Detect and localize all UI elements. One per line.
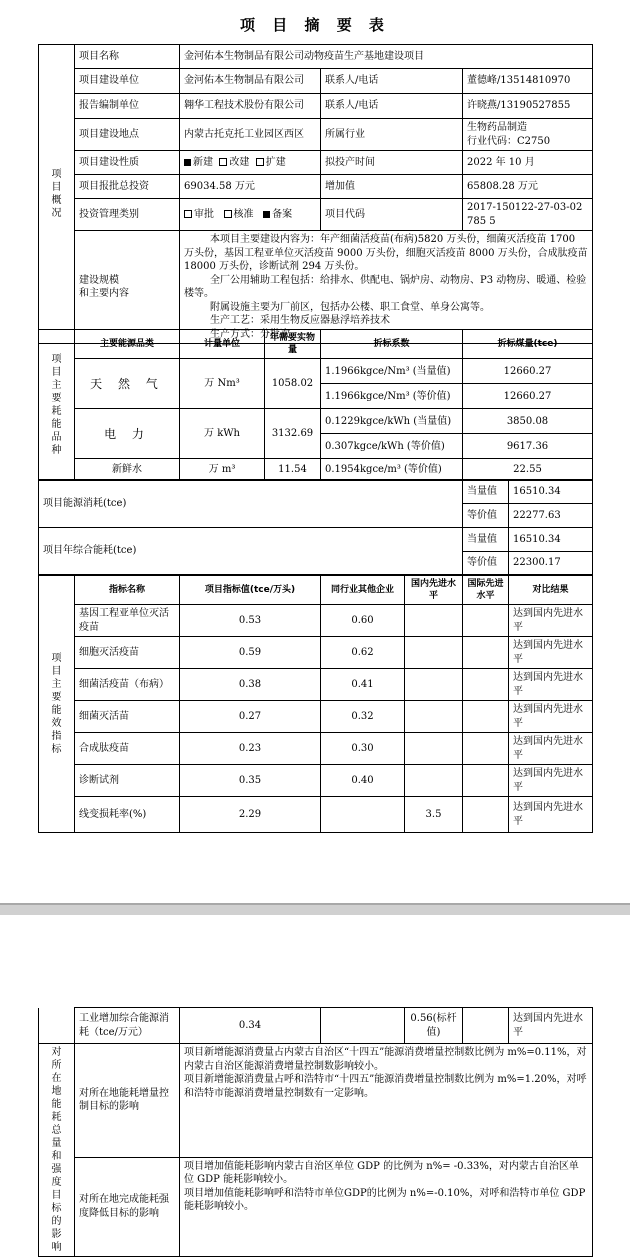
peer-value: 0.60	[321, 605, 405, 637]
peer-value: 0.30	[321, 733, 405, 765]
indicator-value: 2.29	[180, 797, 321, 833]
nature-option-new: 新建	[193, 156, 213, 168]
nature-option-expand: 扩建	[265, 156, 286, 168]
domestic-value	[405, 605, 463, 637]
indicator-value: 0.38	[180, 669, 321, 701]
scale-paragraph: 本项目主要建设内容为：年产细菌活疫苗(布病)5820 万头份，细菌灭活疫苗 1700 万头份，基因工程亚单位灭活疫苗 9000 万头份，细胞灭活疫苗 8000 万头份，合成肽疫苗 18000 万头份，诊断试剂 294 万头份。	[184, 234, 588, 272]
industry-code: 行业代码：C2750	[467, 135, 551, 147]
energy-unit-header: 计量单位	[180, 330, 265, 359]
investment-label: 项目报批总投资	[75, 175, 180, 199]
total-impact-line: 项目新增能源消费量占内蒙古自治区“十四五”能源消费增量控制数比例为 m%=0.11%，对内蒙古自治区能源消费增量控制数影响较小。	[184, 1047, 587, 1072]
water-factor: 0.1954kgce/m³ (等价值)	[321, 459, 463, 481]
international-value	[463, 637, 509, 669]
domestic-value	[405, 669, 463, 701]
intensity-impact-line: 项目增加值能耗影响呼和浩特市单位GDP的比例为 n%=-0.10%，对呼和浩特市单位 GDP 能耗影响较小。	[184, 1187, 586, 1213]
scale-content	[180, 231, 593, 344]
management-option-verify: 核准	[233, 208, 254, 220]
checked-box-icon	[184, 159, 191, 166]
construction-unit-value: 金河佑本生物制品有限公司	[180, 69, 321, 94]
water-name: 新鲜水	[75, 459, 180, 481]
indicator-value: 0.59	[180, 637, 321, 669]
comprehensive-label: 项目年综合能耗(tce)	[39, 528, 463, 575]
scale-label-line2: 和主要内容	[79, 288, 129, 299]
water-standard: 22.55	[463, 459, 593, 481]
consumption-equal-label: 等价值	[463, 504, 509, 528]
consumption-equal-value: 22277.63	[509, 504, 593, 528]
consumption-label: 项目能源消耗(tce)	[39, 480, 463, 528]
indicator-value-header: 项目指标值(tce/万头)	[180, 576, 321, 605]
scale-paragraph: 全厂公用辅助工程包括：给排水、供配电、锅炉房、动物房、P3 动物房、暖通、检验楼等。	[184, 274, 587, 299]
efficiency-section-label: 项目主要能效指标	[39, 576, 75, 833]
consumption-equivalent-value: 16510.34	[509, 480, 593, 504]
project-name-label: 项目名称	[75, 45, 180, 69]
intensity-impact-label: 对所在地完成能耗强度降低目标的影响	[75, 1157, 180, 1256]
water-demand: 11.54	[265, 459, 321, 481]
blank-cell	[39, 1008, 75, 1044]
comparison-result: 达到国内先进水平	[509, 733, 593, 765]
gas-demand: 1058.02	[265, 359, 321, 409]
intensity-impact-content	[180, 1157, 593, 1256]
international-value	[463, 765, 509, 797]
indicator-name-header: 指标名称	[75, 576, 180, 605]
industrial-comparison-result: 达到国内先进水平	[509, 1008, 593, 1044]
peer-header: 同行业其他企业	[321, 576, 405, 605]
gas-standard-equivalent: 12660.27	[463, 359, 593, 384]
electricity-demand: 3132.69	[265, 409, 321, 459]
scale-label-line1: 建设规模	[79, 274, 119, 286]
checked-box-icon	[263, 211, 270, 218]
management-option-record: 备案	[272, 208, 293, 220]
report-unit-label: 报告编制单位	[75, 94, 180, 119]
project-code-value: 2017-150122-27-03-02785 5	[463, 199, 593, 231]
industrial-indicator-value: 0.34	[180, 1008, 321, 1044]
domestic-value	[405, 637, 463, 669]
domestic-value	[405, 733, 463, 765]
unchecked-box-icon	[224, 210, 232, 218]
international-header: 国际先进水平	[463, 576, 509, 605]
domestic-header: 国内先进水平	[405, 576, 463, 605]
energy-factor-header: 折标系数	[321, 330, 463, 359]
management-options	[180, 199, 321, 231]
comparison-result: 达到国内先进水平	[509, 765, 593, 797]
electricity-name: 电 力	[75, 409, 180, 459]
total-impact-label: 对所在地能耗增量控制目标的影响	[75, 1044, 180, 1158]
electricity-factor-equivalent: 0.1229kgce/kWh (当量值)	[321, 409, 463, 434]
domestic-value	[405, 765, 463, 797]
peer-value: 0.62	[321, 637, 405, 669]
added-value-value: 65808.28 万元	[463, 175, 593, 199]
peer-value	[321, 797, 405, 833]
management-option-approval: 审批	[194, 208, 214, 220]
indicator-name: 细胞灭活疫苗	[75, 637, 180, 669]
energy-section-label: 项目主要耗能品种	[39, 330, 75, 481]
gas-factor-equal: 1.1966kgce/Nm³ (等价值)	[321, 384, 463, 409]
international-value	[463, 797, 509, 833]
scale-paragraph: 生产方式：分批次	[210, 328, 290, 340]
comparison-result: 达到国内先进水平	[509, 701, 593, 733]
electricity-factor-equal: 0.307kgce/kWh (等价值)	[321, 434, 463, 459]
investment-value: 69034.58 万元	[180, 175, 321, 199]
comprehensive-equal-label: 等价值	[463, 552, 509, 575]
peer-value: 0.41	[321, 669, 405, 701]
efficiency-table	[38, 575, 593, 833]
project-code-label: 项目代码	[321, 199, 463, 231]
international-value	[463, 605, 509, 637]
comparison-result: 达到国内先进水平	[509, 637, 593, 669]
contact-value: 董德峰/13514810970	[463, 69, 593, 94]
consumption-equivalent-label: 当量值	[463, 480, 509, 504]
nature-options	[180, 151, 321, 175]
document-page-2	[0, 915, 630, 1253]
comprehensive-equal-value: 22300.17	[509, 552, 593, 575]
result-header: 对比结果	[509, 576, 593, 605]
unchecked-box-icon	[219, 158, 227, 166]
international-value	[463, 669, 509, 701]
totals-table	[38, 479, 593, 575]
gas-name: 天 然 气	[75, 359, 180, 409]
impact-table	[38, 1007, 593, 1257]
production-time-value: 2022 年 10 月	[463, 151, 593, 175]
unchecked-box-icon	[184, 210, 192, 218]
page-separator	[0, 905, 630, 915]
gas-unit: 万 Nm³	[180, 359, 265, 409]
comprehensive-equivalent-value: 16510.34	[509, 528, 593, 552]
contact-label: 联系人/电话	[321, 69, 463, 94]
comparison-result: 达到国内先进水平	[509, 669, 593, 701]
indicator-name: 细菌灭活苗	[75, 701, 180, 733]
indicator-name: 细菌活疫苗（布病）	[75, 669, 180, 701]
nature-option-rebuild: 改建	[229, 156, 250, 168]
total-impact-line: 项目新增能源消费量占呼和浩特市“十四五”能源消费增量控制数比例为 m%=1.20%，对呼和浩特市能源消费增量控制数有一定影响。	[184, 1074, 587, 1099]
scale-label	[75, 231, 180, 344]
indicator-name: 基因工程亚单位灭活疫苗	[75, 605, 180, 637]
construction-unit-label: 项目建设单位	[75, 69, 180, 94]
indicator-value: 0.53	[180, 605, 321, 637]
total-impact-content	[180, 1044, 593, 1158]
international-value	[463, 733, 509, 765]
indicator-value: 0.27	[180, 701, 321, 733]
indicator-value: 0.23	[180, 733, 321, 765]
added-value-label: 增加值	[321, 175, 463, 199]
domestic-value: 3.5	[405, 797, 463, 833]
industrial-domestic-value: 0.56(标杆值)	[405, 1008, 463, 1044]
scale-paragraph: 生产工艺：采用生物反应器悬浮培养技术	[210, 315, 390, 326]
industrial-indicator-name: 工业增加综合能源消耗（tce/万元）	[75, 1008, 180, 1044]
domestic-value	[405, 701, 463, 733]
energy-standard-header: 折标煤量(tce)	[463, 330, 593, 359]
comparison-result: 达到国内先进水平	[509, 605, 593, 637]
energy-table	[38, 329, 593, 481]
document-title: 项 目 摘 要 表	[240, 16, 390, 34]
indicator-value: 0.35	[180, 765, 321, 797]
electricity-unit: 万 kWh	[180, 409, 265, 459]
overview-section-label: 项目概况	[39, 45, 75, 344]
report-contact-label: 联系人/电话	[321, 94, 463, 119]
industry-value	[463, 119, 593, 151]
energy-type-header: 主要能源品类	[75, 330, 180, 359]
industrial-international-value	[463, 1008, 509, 1044]
scale-paragraph: 附属设施主要为厂前区，包括办公楼、职工食堂、单身公寓等。	[210, 301, 490, 313]
peer-value: 0.32	[321, 701, 405, 733]
unchecked-box-icon	[256, 158, 264, 166]
indicator-name: 线变损耗率(%)	[75, 797, 180, 833]
report-unit-value: 翱华工程技术股份有限公司	[180, 94, 321, 119]
location-value: 内蒙古托克托工业园区西区	[180, 119, 321, 151]
water-unit: 万 m³	[180, 459, 265, 481]
location-label: 项目建设地点	[75, 119, 180, 151]
industry-label: 所属行业	[321, 119, 463, 151]
electricity-standard-equal: 9617.36	[463, 434, 593, 459]
indicator-name: 合成肽疫苗	[75, 733, 180, 765]
production-time-label: 拟投产时间	[321, 151, 463, 175]
overview-table	[38, 44, 593, 344]
comprehensive-equivalent-label: 当量值	[463, 528, 509, 552]
gas-standard-equal: 12660.27	[463, 384, 593, 409]
impact-section-label: 对所在地能耗总量和强度目标的影响	[39, 1044, 75, 1257]
industrial-peer-value	[321, 1008, 405, 1044]
indicator-name: 诊断试剂	[75, 765, 180, 797]
international-value	[463, 701, 509, 733]
peer-value: 0.40	[321, 765, 405, 797]
management-label: 投资管理类别	[75, 199, 180, 231]
intensity-impact-line: 项目增加值能耗影响内蒙古自治区单位 GDP 的比例为 n%= -0.33%，对内蒙古自治区单位 GDP 能耗影响较小。	[184, 1160, 579, 1186]
project-name-value: 金河佑本生物制品有限公司动物疫苗生产基地建设项目	[180, 45, 593, 69]
comparison-result: 达到国内先进水平	[509, 797, 593, 833]
industry-name: 生物药品制造	[467, 122, 527, 133]
nature-label: 项目建设性质	[75, 151, 180, 175]
gas-factor-equivalent: 1.1966kgce/Nm³ (当量值)	[321, 359, 463, 384]
report-contact-value: 许晓燕/13190527855	[463, 94, 593, 119]
electricity-standard-equivalent: 3850.08	[463, 409, 593, 434]
energy-demand-header: 年需要实物量	[265, 330, 321, 359]
